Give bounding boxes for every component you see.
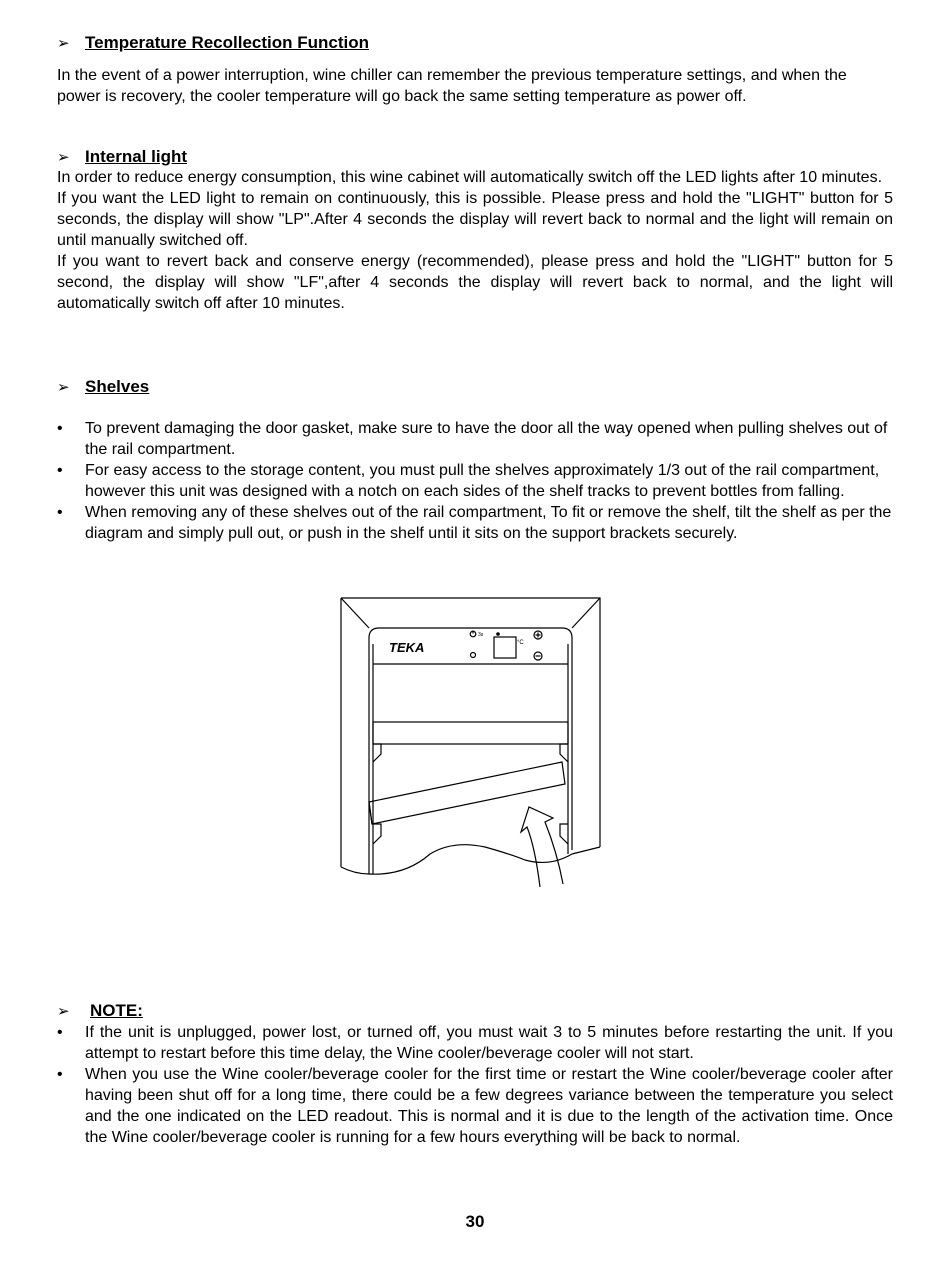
top-shelf	[373, 722, 568, 744]
tilt-arrow-icon	[521, 807, 563, 887]
list-item	[57, 1022, 893, 1064]
paragraph-light-2: If you want the LED light to remain on continuously, this is possible. Please press and hold the "LIGHT" button for 5 seconds, the display will show "LP".After 4 seconds the display will revert back to normal and the light will remain on until manually switched off.	[57, 190, 893, 249]
bullet-icon: •	[57, 420, 63, 437]
heading-temperature-recollection	[57, 32, 369, 54]
heading-text: NOTE:	[90, 1001, 143, 1020]
bracket-left-bottom	[373, 824, 381, 844]
display-icon	[494, 637, 516, 658]
diagram-timer: 3s	[478, 632, 484, 638]
indicator-dot-icon	[496, 632, 500, 636]
paragraph-light-1: In order to reduce energy consumption, this wine cabinet will automatically switch off the LED lights after 10 minutes.	[57, 169, 883, 186]
heading-text: Shelves	[85, 377, 150, 396]
arrow-bullet-icon: ➢	[57, 35, 70, 52]
list-item-text: When you use the Wine cooler/beverage cooler for the first time or restart the Wine cooler/beverage cooler after having been shut off for a long time, there could be a few degrees variance between the temperature you select and the one indicated on the LED readout. This is normal and it is due to the length of the activation time. Once the Wine cooler/beverage cooler is running for a few hours everything will be back to normal.	[85, 1066, 893, 1146]
paragraph-temperature-recollection: In the event of a power interruption, wine chiller can remember the previous temperature settings, and when the power is recovery, the cooler temperature will go back the same setting temperature as power off.	[57, 67, 847, 105]
heading-text: Internal light	[85, 147, 187, 166]
arrow-bullet-icon: ➢	[57, 149, 70, 166]
bullet-icon: •	[57, 1024, 63, 1041]
bracket-right-bottom	[560, 824, 568, 844]
heading-shelves	[57, 376, 149, 398]
internal-light-text	[57, 167, 893, 314]
diagram-unit: °C	[517, 640, 524, 646]
heading-text: Temperature Recollection Function	[85, 33, 370, 52]
list-item-text: When removing any of these shelves out of the rail compartment, To fit or remove the shelf, tilt the shelf as per the diagram and simply pull out, or push in the shelf until it sits on the support brackets securely.	[85, 504, 892, 542]
arrow-bullet-icon: ➢	[57, 1003, 70, 1020]
note-list	[57, 1022, 893, 1148]
cabinet-inner-frame	[369, 628, 572, 850]
diagram-brand: TEKA	[389, 640, 425, 655]
bracket-left-top	[373, 744, 381, 762]
shelves-list	[57, 418, 893, 544]
list-item-text: If the unit is unplugged, power lost, or turned off, you must wait 3 to 5 minutes before restarting the unit. If you attempt to restart before this time delay, the Wine cooler/beverage cooler will not start.	[85, 1024, 893, 1062]
heading-internal-light	[57, 146, 187, 168]
list-item	[57, 502, 893, 544]
page-number: 30	[465, 1212, 485, 1231]
paragraph-light-3: If you want to revert back and conserve energy (recommended), please press and hold the "LIGHT" button for 5 second, the display will show "LF",after 4 seconds the display will revert back to normal, and the light will automatically switch off after 10 minutes.	[57, 253, 893, 312]
shelf-removal-diagram	[335, 592, 610, 892]
list-item	[57, 418, 893, 460]
list-item	[57, 1064, 893, 1148]
list-item	[57, 460, 893, 502]
list-item-text: To prevent damaging the door gasket, make sure to have the door all the way opened when pulling shelves out of the rail compartment.	[85, 420, 888, 458]
list-item-text: For easy access to the storage content, you must pull the shelves approximately 1/3 out of the rail compartment, however this unit was designed with a notch on each sides of the shelf tracks to prevent bottles from falling.	[85, 462, 880, 500]
bullet-icon: •	[57, 504, 63, 521]
bracket-right-top	[560, 744, 568, 762]
light-icon	[471, 653, 476, 658]
heading-note	[57, 1000, 143, 1022]
bullet-icon: •	[57, 1066, 63, 1083]
tilted-shelf	[369, 762, 565, 824]
arrow-bullet-icon: ➢	[57, 379, 70, 396]
bullet-icon: •	[57, 462, 63, 479]
